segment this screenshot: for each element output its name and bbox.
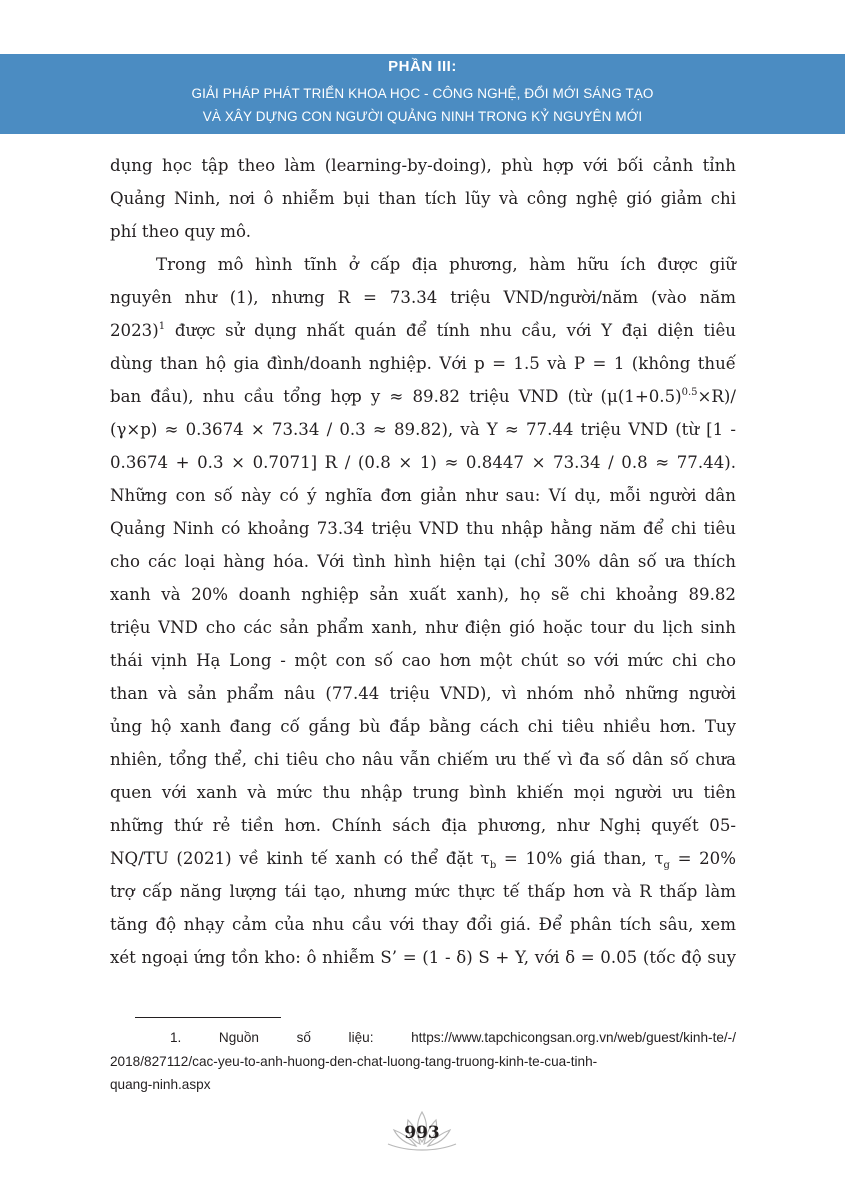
body-line: than và sản phẩm nâu (77.44 triệu VND), vì nhóm nhỏ những người <box>110 684 736 703</box>
text-run: được sử dụng nhất quán để tính nhu cầu, với Y đại diện tiêu <box>165 321 736 340</box>
body-line <box>110 842 736 875</box>
subscript: b <box>489 860 497 871</box>
body-line: Những con số này có ý nghĩa đơn giản như sau: Ví dụ, mỗi người dân <box>110 486 736 505</box>
body-line: phí theo quy mô. <box>110 222 251 241</box>
body-line: nguyên như (1), nhưng R = 73.34 triệu VND/người/năm (vào năm <box>110 288 736 307</box>
footnote-separator <box>135 1017 281 1018</box>
part-subtitle-line-2: VÀ XÂY DỰNG CON NGƯỜI QUẢNG NINH TRONG KỶ NGUYÊN MỚI <box>202 109 643 124</box>
body-line: cho các loại hàng hóa. Với tình hình hiện tại (chỉ 30% dân số ưa thích <box>110 552 736 571</box>
body-line: 0.3674 + 0.3 × 0.7071] R / (0.8 × 1) ≈ 0.8447 × 73.34 / 0.8 ≈ 77.44). <box>110 453 736 472</box>
body-line: những thứ rẻ tiền hơn. Chính sách địa phương, như Nghị quyết 05- <box>110 816 736 835</box>
footnote-line: quang-ninh.aspx <box>110 1077 211 1092</box>
body-line: nhiên, tổng thể, chi tiêu cho nâu vẫn chiếm ưu thế vì đa số dân số chưa <box>110 750 736 769</box>
body-line <box>110 380 736 413</box>
footnote <box>110 1026 736 1097</box>
body-line: triệu VND cho các sản phẩm xanh, như điện gió hoặc tour du lịch sinh <box>110 618 736 637</box>
body-line: ủng hộ xanh đang cố gắng bù đắp bằng cách chi tiêu nhiều hơn. Tuy <box>110 717 736 736</box>
body-line: Trong mô hình tĩnh ở cấp địa phương, hàm hữu ích được giữ <box>156 255 736 274</box>
text-run: = 20% <box>669 849 737 868</box>
text-run: NQ/TU (2021) về kinh tế xanh có thể đặt τ <box>110 849 490 868</box>
body-line: thái vịnh Hạ Long - một con số cao hơn một chút so với mức chi cho <box>110 651 736 670</box>
body-text <box>110 149 736 974</box>
text-run: = 10% giá than, τ <box>496 849 664 868</box>
subscript: g <box>663 860 670 871</box>
body-line <box>110 314 736 347</box>
body-line: Quảng Ninh, nơi ô nhiễm bụi than tích lũy và công nghệ gió giảm chi <box>110 189 736 208</box>
exponent: 0.5 <box>681 387 698 398</box>
text-run: ×R)/ <box>697 387 736 406</box>
footnote-line: 1. Nguồn số liệu: https://www.tapchicongsan.org.vn/web/guest/kinh-te/-/ <box>170 1030 736 1045</box>
part-title: PHẦN III: <box>388 58 457 75</box>
part-subtitle-line-1: GIẢI PHÁP PHÁT TRIỂN KHOA HỌC - CÔNG NGHỆ, ĐỔI MỚI SÁNG TẠO <box>191 86 654 101</box>
body-line: Quảng Ninh có khoảng 73.34 triệu VND thu nhập hằng năm để chi tiêu <box>110 519 736 538</box>
body-line: trợ cấp năng lượng tái tạo, nhưng mức thực tế thấp hơn và R thấp làm <box>110 882 736 901</box>
chapter-header-banner <box>0 54 845 134</box>
body-line: dùng than hộ gia đình/doanh nghiệp. Với p = 1.5 và P = 1 (không thuế <box>110 354 736 373</box>
body-line: dụng học tập theo làm (learning-by-doing), phù hợp với bối cảnh tỉnh <box>110 156 736 175</box>
body-line: quen với xanh và mức thu nhập trung bình khiến mọi người ưu tiên <box>110 783 736 802</box>
text-run: 2023) <box>110 321 159 340</box>
footnote-ref: 1 <box>158 321 166 332</box>
page-number: 993 <box>404 1123 440 1143</box>
text-run: ban đầu), nhu cầu tổng hợp y ≈ 89.82 triệu VND (từ (μ(1+0.5) <box>110 387 682 406</box>
body-line: xét ngoại ứng tồn kho: ô nhiễm S’ = (1 - δ) S + Y, với δ = 0.05 (tốc độ suy <box>110 948 736 967</box>
body-line: tăng độ nhạy cảm của nhu cầu với thay đổi giá. Để phân tích sâu, xem <box>110 915 736 934</box>
body-line: xanh và 20% doanh nghiệp sản xuất xanh), họ sẽ chi khoảng 89.82 <box>110 585 736 604</box>
footnote-line: 2018/827112/cac-yeu-to-anh-huong-den-chat-luong-tang-truong-kinh-te-cua-tinh- <box>110 1053 598 1069</box>
body-line: (γ×p) ≈ 0.3674 × 73.34 / 0.3 ≈ 89.82), và Y ≈ 77.44 triệu VND (từ [1 - <box>110 420 736 439</box>
